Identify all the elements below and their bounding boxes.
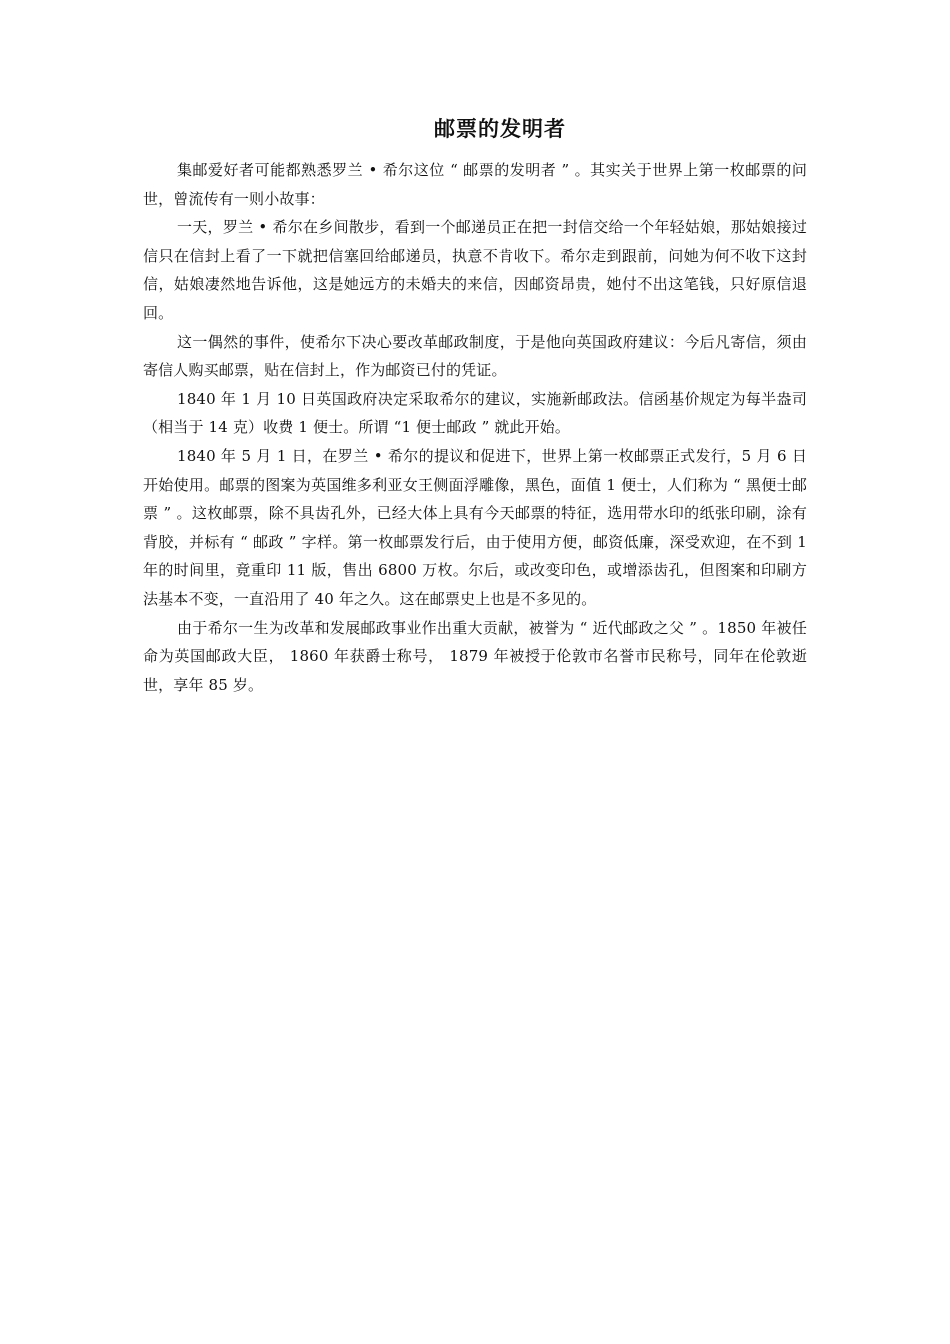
article-body	[143, 156, 807, 699]
paragraph-reform-proposal: 这一偶然的事件，使希尔下决心要改革邮政制度，于是他向英国政府建议：今后凡寄信，须由寄信人购买邮票，贴在信封上，作为邮资已付的凭证。	[143, 332, 807, 380]
paragraph-story: 一天，罗兰 • 希尔在乡间散步，看到一个邮递员正在把一封信交给一个年轻姑娘，那姑娘接过信只在信封上看了一下就把信塞回给邮递员，执意不肯收下。希尔走到跟前，问她为何不收下这封信，姑娘凄然地告诉他，这是她远方的未婚夫的来信，因邮资昂贵，她付不出这笔钱，只好原信退回。	[143, 218, 807, 322]
paragraph-legacy: 由于希尔一生为改革和发展邮政事业作出重大贡献，被誉为 “ 近代邮政之父 ” 。1850 年被任命为英国邮政大臣， 1860 年获爵士称号， 1879 年被授于伦敦市名誉市民称号，同年在伦敦逝世，享年 85 岁。	[143, 618, 807, 694]
paragraph-penny-black: 1840 年 5 月 1 日，在罗兰 • 希尔的提议和促进下，世界上第一枚邮票正式发行，5 月 6 日开始使用。邮票的图案为英国维多利亚女王侧面浮雕像，黑色，面值 1 便士，人们称为 “ 黑便士邮票 ” 。这枚邮票，除不具齿孔外，已经大体上具有今天邮票的特征，选用带水印的纸张印刷，涂有背胶，并标有 “ 邮政 ” 字样。第一枚邮票发行后，由于使用方便，邮资低廉，深受欢迎，在不到 1 年的时间里，竟重印 11 版，售出 6800 万枚。尔后，或改变印色，或增添齿孔，但图案和印刷方法基本不变，一直沿用了 40 年之久。这在邮票史上也是不多见的。	[143, 446, 807, 608]
paragraph-intro: 集邮爱好者可能都熟悉罗兰 • 希尔这位 “ 邮票的发明者 ” 。其实关于世界上第一枚邮票的问世，曾流传有一则小故事：	[143, 161, 807, 208]
paragraph-penny-post: 1840 年 1 月 10 日英国政府决定采取希尔的建议，实施新邮政法。信函基价规定为每半盎司（相当于 14 克）收费 1 便士。所谓 “1 便士邮政 ” 就此开始。	[143, 389, 807, 437]
page-title: 邮票的发明者	[434, 117, 566, 141]
